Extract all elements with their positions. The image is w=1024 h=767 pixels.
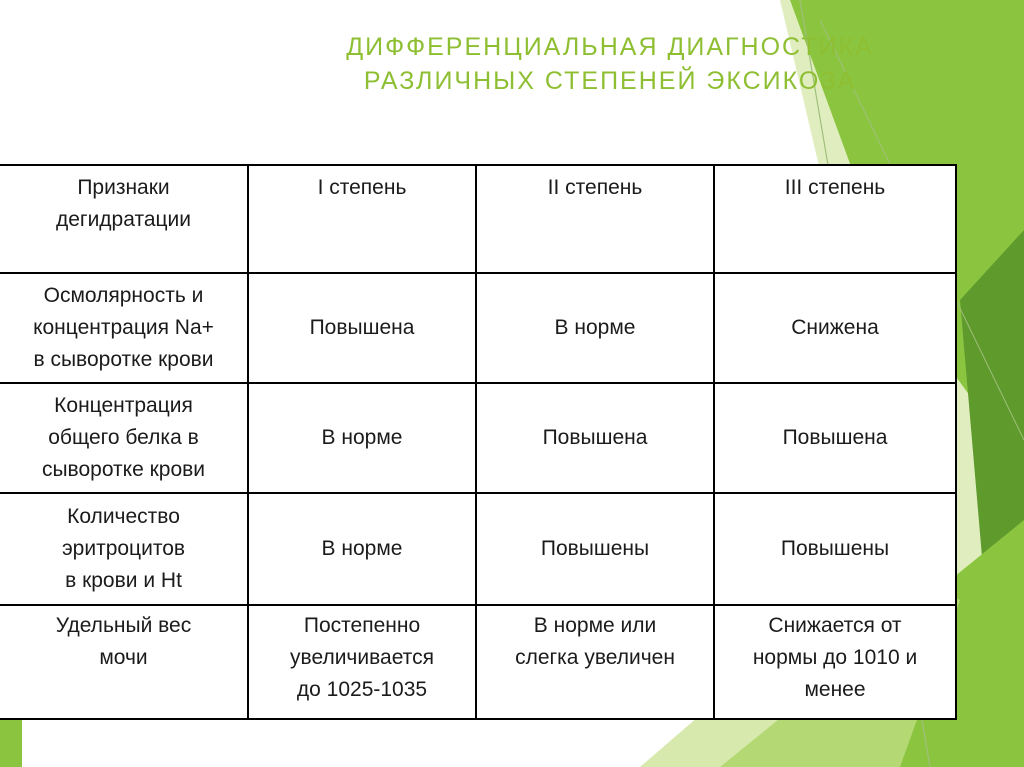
table-cell <box>0 383 248 493</box>
table-cell <box>0 273 248 383</box>
cell-value: Повышена <box>542 426 648 449</box>
table-cell <box>248 493 476 605</box>
table-cell <box>476 493 714 605</box>
cell-value: В норме или слегка увеличен <box>515 614 675 669</box>
table-row <box>0 383 956 493</box>
header-cell <box>248 165 476 273</box>
header-signs: Признаки дегидратации <box>55 176 192 231</box>
row-label: Удельный вес мочи <box>55 614 192 669</box>
row-label: Осмолярность и концентрация Na+ в сыворотке крови <box>33 284 214 371</box>
cell-value: Повышены <box>780 537 890 560</box>
table-row <box>0 273 956 383</box>
diagnosis-table <box>0 164 957 720</box>
row-label: Концентрация общего белка в сыворотке крови <box>41 394 206 481</box>
table-header-row <box>0 165 956 273</box>
row-label: Количество эритроцитов в крови и Ht <box>61 505 186 592</box>
cell-value: В норме <box>321 426 403 449</box>
header-degree-2: II степень <box>547 176 643 199</box>
header-cell <box>0 165 248 273</box>
table-cell <box>248 605 476 719</box>
cell-value: Снижается от нормы до 1010 и менее <box>752 614 918 701</box>
header-degree-3: III степень <box>784 176 886 199</box>
header-cell <box>476 165 714 273</box>
table-row <box>0 605 956 719</box>
title-line-1: ДИФФЕРЕНЦИАЛЬНАЯ ДИАГНОСТИКА <box>346 33 874 61</box>
cell-value: Повышена <box>309 316 415 339</box>
table-cell <box>476 383 714 493</box>
cell-value: Повышены <box>540 537 650 560</box>
slide-title <box>300 30 920 98</box>
cell-value: Повышена <box>782 426 888 449</box>
cell-value: Постепенно увеличивается до 1025-1035 <box>290 614 434 701</box>
table-cell <box>476 605 714 719</box>
table-cell <box>714 383 956 493</box>
table-cell <box>0 493 248 605</box>
title-line-2: РАЗЛИЧНЫХ СТЕПЕНЕЙ ЭКСИКОЗА <box>363 67 857 95</box>
table-cell <box>714 493 956 605</box>
cell-value: Снижена <box>791 316 879 339</box>
table-cell <box>714 273 956 383</box>
table-row <box>0 493 956 605</box>
cell-value: В норме <box>554 316 636 339</box>
header-cell <box>714 165 956 273</box>
table-cell <box>248 383 476 493</box>
header-degree-1: I степень <box>317 176 407 199</box>
table-cell <box>476 273 714 383</box>
cell-value: В норме <box>321 537 403 560</box>
table-cell <box>0 605 248 719</box>
table-cell <box>248 273 476 383</box>
table-cell <box>714 605 956 719</box>
